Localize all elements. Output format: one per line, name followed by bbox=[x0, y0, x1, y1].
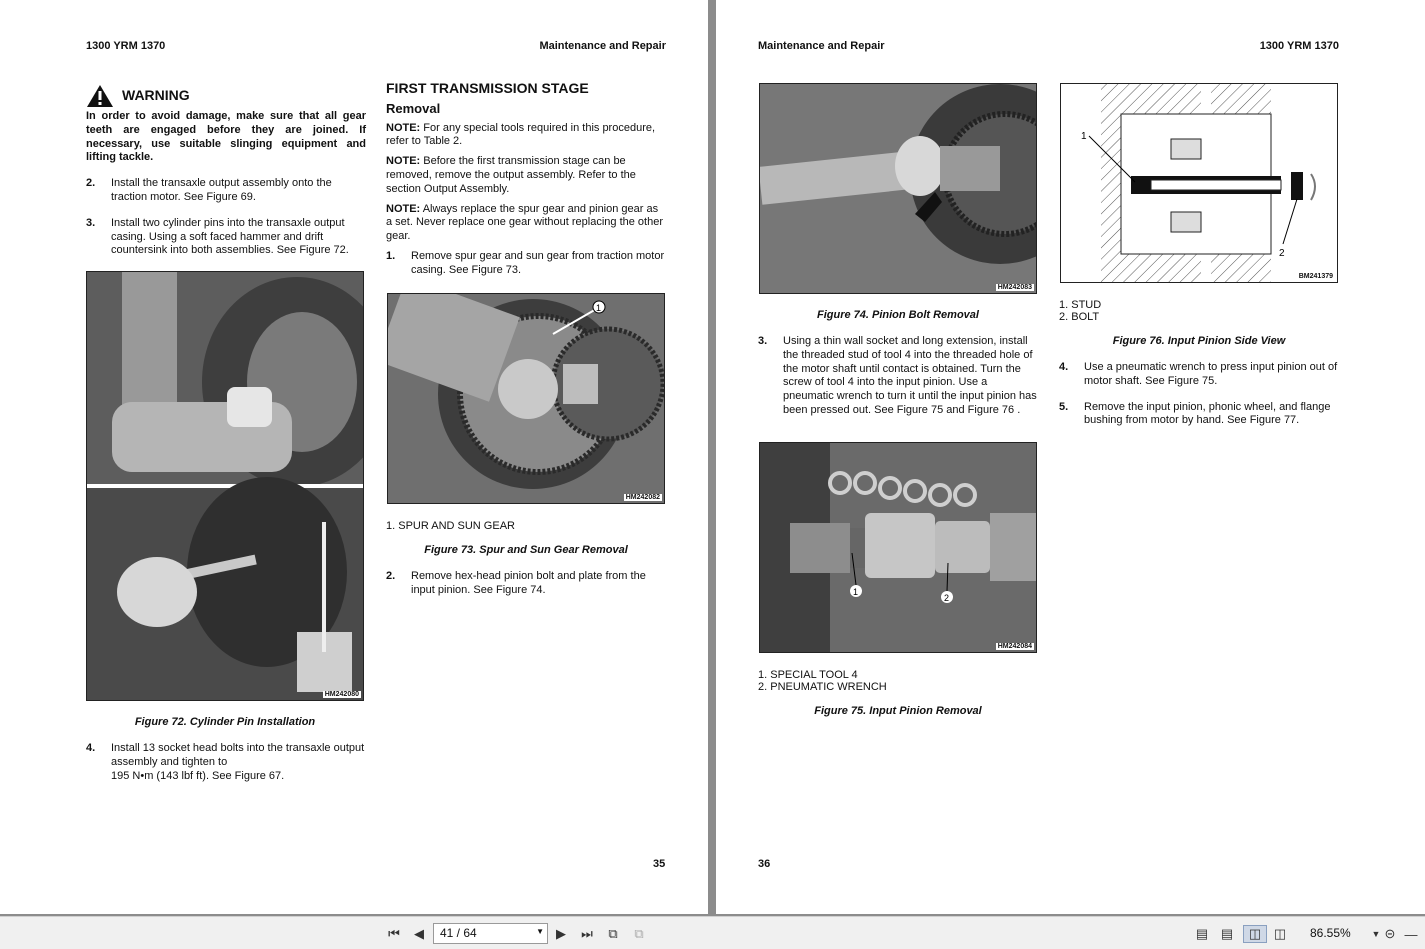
step-4: 4. Install 13 socket head bolts into the transaxle output assembly and tighten to 195 N•m (143 lbf ft). See Figure 67. bbox=[86, 742, 365, 782]
warning-text: In order to avoid damage, make sure that all gear teeth are engaged before they are joined. If necessary, use suitable slinging equipment and lifting tackle. bbox=[86, 110, 366, 164]
sub-title: Removal bbox=[386, 100, 441, 116]
chevron-down-icon[interactable]: ▼ bbox=[536, 927, 544, 936]
step-2b-block bbox=[386, 570, 666, 610]
figure-72-tag: HM242080 bbox=[324, 691, 359, 698]
minus-icon[interactable]: — bbox=[1404, 926, 1418, 942]
figure-74-tag: HM242083 bbox=[997, 284, 1032, 291]
section-title: FIRST TRANSMISSION STAGE bbox=[386, 80, 589, 96]
figure-76-callout-2: 2 bbox=[1279, 248, 1285, 259]
last-page-icon[interactable]: ⏭ bbox=[581, 926, 593, 941]
figure-76-diagram bbox=[1060, 83, 1338, 283]
step-3: 3. Install two cylinder pins into the transaxle output casing. Using a soft faced hammer and drift countersink into both assemblies. See Figure 72. bbox=[86, 216, 349, 257]
figure-72-photo bbox=[86, 271, 364, 701]
page-number-35: 35 bbox=[653, 858, 666, 870]
viewer-toolbar bbox=[0, 916, 1425, 949]
figure-73-callout: 1 bbox=[596, 303, 602, 313]
spur-gear-photo bbox=[388, 294, 665, 504]
middle-column bbox=[386, 82, 666, 290]
figure-75-tag: HM242084 bbox=[997, 643, 1032, 650]
pinion-bolt-photo bbox=[760, 84, 1037, 294]
figure-75-legend bbox=[758, 669, 887, 693]
figure-76-legend-1: 1. STUD bbox=[1059, 299, 1102, 311]
note-1: NOTE: For any special tools required in this procedure, refer to Table 2. bbox=[386, 121, 656, 148]
header-right: Maintenance and Repair bbox=[539, 40, 666, 52]
continuous-page-icon[interactable]: ▤ bbox=[1220, 926, 1234, 941]
first-page-icon[interactable]: ⏮ bbox=[388, 926, 400, 941]
prev-page-icon[interactable]: ◀ bbox=[414, 926, 424, 941]
figure-73-legend: 1. SPUR AND SUN GEAR bbox=[386, 520, 515, 532]
step-4-block bbox=[86, 742, 366, 795]
next-page-icon[interactable]: ▶ bbox=[556, 926, 566, 941]
page-number-value: 41 / 64 bbox=[440, 926, 477, 940]
figure-73-tag: HM242082 bbox=[625, 494, 660, 501]
step-2b: 2. Remove hex-head pinion bolt and plate from the input pinion. See Figure 74. bbox=[386, 570, 646, 596]
figure-76-caption: Figure 76. Input Pinion Side View bbox=[1112, 335, 1286, 347]
step-3-right: 3. Using a thin wall socket and long extension, install the threaded stud of tool 4 into the threaded hole of the motor shaft until contact is obtained. Turn the screw of tool 4 into the input pinion. Use a pneumatic wrench to turn it until the input pinion has been pressed out. See Figure 75 and Figure 76 . bbox=[758, 335, 1037, 416]
step-2: 2. Install the transaxle output assembly onto the traction motor. See Figure 69. bbox=[86, 177, 332, 203]
figure-76-callout-1: 1 bbox=[1081, 131, 1087, 142]
figure-75-callout-1: 1 bbox=[853, 587, 859, 597]
step-4-text-2: 195 N•m (143 lbf ft). See Figure 67. bbox=[111, 769, 285, 782]
facing-pages-icon[interactable]: ◫ bbox=[1243, 925, 1267, 943]
figure-76-tag: BM241379 bbox=[1298, 273, 1333, 280]
input-pinion-photo bbox=[760, 443, 1037, 653]
cylinder-pin-photo bbox=[87, 272, 364, 701]
zoom-level[interactable]: 86.55% bbox=[1310, 926, 1351, 940]
header-left: Maintenance and Repair bbox=[758, 40, 885, 52]
page-number-36: 36 bbox=[758, 858, 771, 870]
figure-72-caption: Figure 72. Cylinder Pin Installation bbox=[134, 716, 316, 728]
page-35 bbox=[0, 0, 708, 914]
step-5-right: 5. Remove the input pinion, phonic wheel, and flange bushing from motor by hand. See Figure 77. bbox=[1059, 400, 1331, 427]
left-column bbox=[86, 84, 366, 270]
figure-75-legend-1: 1. SPECIAL TOOL 4 bbox=[758, 669, 858, 681]
header-left: 1300 YRM 1370 bbox=[86, 40, 166, 52]
step-4-text: Install 13 socket head bolts into the transaxle output assembly and tighten to bbox=[111, 742, 365, 768]
figure-74-photo bbox=[759, 83, 1037, 294]
warning-icon bbox=[86, 84, 114, 108]
figure-76-legend-2: 2. BOLT bbox=[1059, 311, 1100, 323]
zoom-dropdown-icon[interactable]: ▼ bbox=[1371, 929, 1381, 939]
figure-76-legend bbox=[1059, 299, 1101, 323]
header-right: 1300 YRM 1370 bbox=[1259, 40, 1339, 52]
next-view-icon[interactable]: ⧉ bbox=[634, 926, 644, 941]
single-page-icon[interactable]: ▤ bbox=[1195, 926, 1209, 941]
step-1: 1. Remove spur gear and sun gear from traction motor casing. See Figure 73. bbox=[386, 249, 665, 276]
figure-73-photo bbox=[387, 293, 665, 504]
zoom-out-icon[interactable]: ⊝ bbox=[1384, 926, 1396, 941]
continuous-facing-icon[interactable]: ◫ bbox=[1273, 926, 1287, 941]
figure-75-photo bbox=[759, 442, 1037, 653]
page-36 bbox=[716, 0, 1425, 914]
figure-75-callout-2: 2 bbox=[944, 593, 950, 603]
figure-75-legend-2: 2. PNEUMATIC WRENCH bbox=[758, 681, 887, 693]
right-column-steps bbox=[1059, 361, 1339, 440]
figure-74-caption: Figure 74. Pinion Bolt Removal bbox=[817, 309, 979, 321]
note-3: NOTE: Always replace the spur gear and pinion gear as a set. Never replace one gear without replacing the other gear. bbox=[386, 202, 663, 243]
warning-title: WARNING bbox=[122, 87, 190, 104]
previous-view-icon[interactable]: ⧉ bbox=[608, 926, 618, 941]
page-number-input[interactable] bbox=[433, 923, 548, 944]
warning-heading bbox=[86, 84, 366, 108]
figure-75-caption: Figure 75. Input Pinion Removal bbox=[814, 705, 982, 717]
step-3-block bbox=[758, 335, 1038, 430]
input-pinion-side-view bbox=[1061, 84, 1338, 283]
figure-73-caption: Figure 73. Spur and Sun Gear Removal bbox=[424, 544, 628, 556]
step-4-right: 4. Use a pneumatic wrench to press input pinion out of motor shaft. See Figure 75. bbox=[1059, 361, 1338, 387]
note-2: NOTE: Before the first transmission stage can be removed, remove the output assembly. Refer to the section Output Assembly. bbox=[386, 155, 636, 195]
